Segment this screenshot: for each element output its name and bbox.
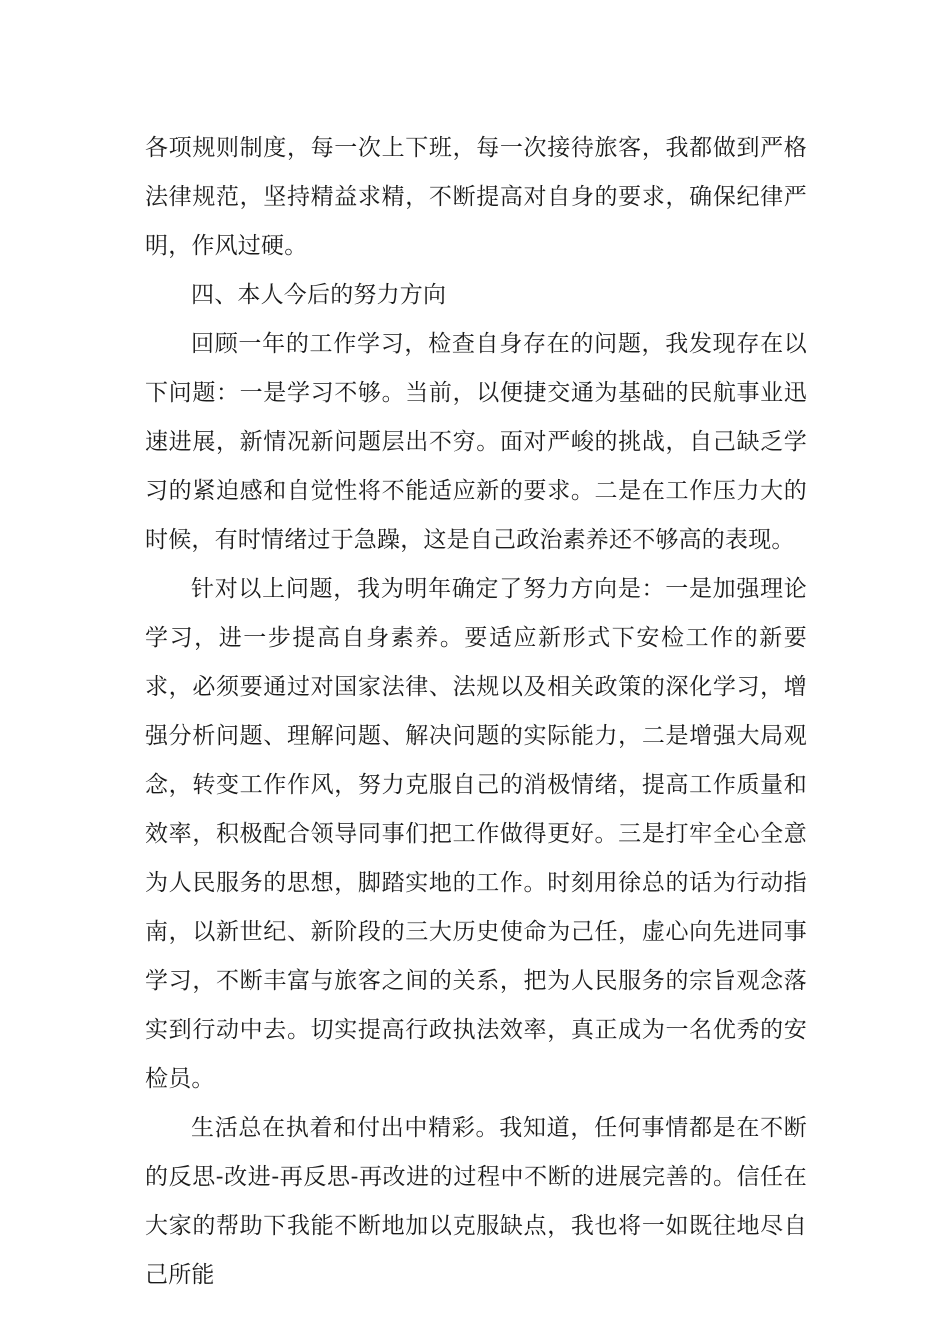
- paragraph-improvement-plan: 针对以上问题，我为明年确定了努力方向是：一是加强理论学习，进一步提高自身素养。要适应新形式下安检工作的新要求，必须要通过对国家法律、法规以及相关政策的深化学习，增强分析问题、理解问题、解决问题的实际能力，二是增强大局观念，转变工作作风，努力克服自己的消极情绪，提高工作质量和效率，积极配合领导同事们把工作做得更好。三是打牢全心全意为人民服务的思想，脚踏实地的工作。时刻用徐总的话为行动指南，以新世纪、新阶段的三大历史使命为己任，虚心向先进同事学习，不断丰富与旅客之间的关系，把为人民服务的宗旨观念落实到行动中去。切实提高行政执法效率，真正成为一名优秀的安检员。: [145, 576, 807, 1092]
- section-heading-future-direction: 四、本人今后的努力方向: [191, 282, 447, 308]
- document-body: [145, 124, 807, 1300]
- paragraph-rules-continuation: 各项规则制度，每一次上下班，每一次接待旅客，我都做到严格法律规范，坚持精益求精，不断提高对自身的要求，确保纪律严明，作风过硬。: [145, 135, 807, 259]
- paragraph-problems-review: 回顾一年的工作学习，检查自身存在的问题，我发现存在以下问题：一是学习不够。当前，以便捷交通为基础的民航事业迅速进展，新情况新问题层出不穷。面对严峻的挑战，自己缺乏学习的紧迫感和自觉性将不能适应新的要求。二是在工作压力大的时候，有时情绪过于急躁，这是自己政治素养还不够高的表现。: [145, 331, 807, 553]
- paragraph-closing-reflection: 生活总在执着和付出中精彩。我知道，任何事情都是在不断的反思-改进-再反思-再改进的过程中不断的进展完善的。信任在大家的帮助下我能不断地加以克服缺点，我也将一如既往地尽自己所能: [145, 1115, 807, 1288]
